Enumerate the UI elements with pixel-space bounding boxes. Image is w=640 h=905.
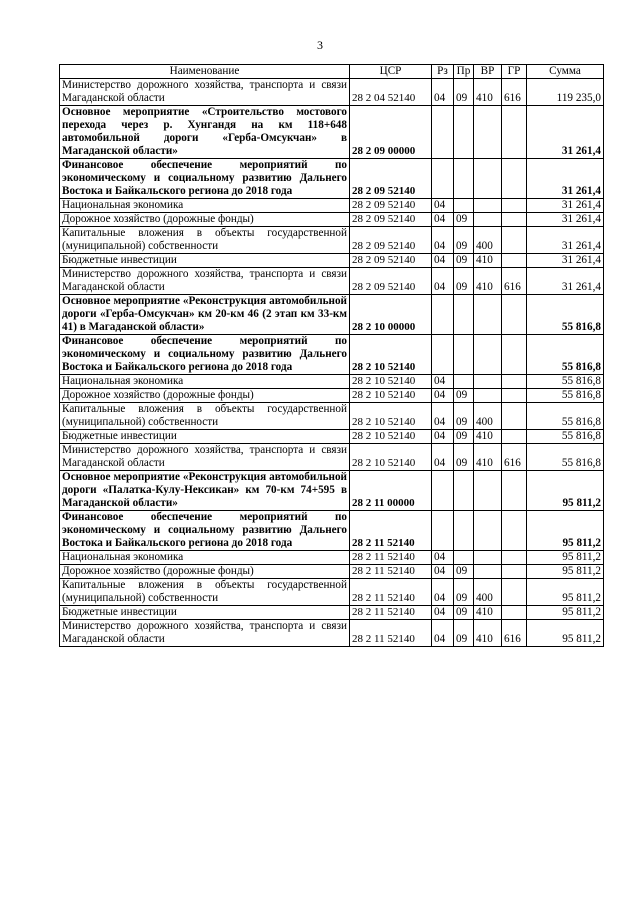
column-header-name: Наименование — [60, 65, 350, 79]
cell-gr — [502, 254, 527, 268]
cell-rz: 04 — [432, 199, 454, 213]
table-row — [60, 79, 604, 106]
cell-vr: 410 — [474, 268, 502, 295]
cell-rz — [432, 471, 454, 511]
column-header-rz: Рз — [432, 65, 454, 79]
cell-name: Капитальные вложения в объекты государственной (муниципальной) собственности — [60, 579, 350, 606]
cell-name: Дорожное хозяйство (дорожные фонды) — [60, 565, 350, 579]
cell-pr: 09 — [454, 268, 474, 295]
cell-pr — [454, 295, 474, 335]
cell-gr — [502, 335, 527, 375]
cell-csr: 28 2 09 52140 — [350, 254, 432, 268]
cell-sum: 95 811,2 — [527, 551, 604, 565]
cell-name: Капитальные вложения в объекты государственной (муниципальной) собственности — [60, 227, 350, 254]
cell-vr: 400 — [474, 579, 502, 606]
cell-sum: 119 235,0 — [527, 79, 604, 106]
cell-pr: 09 — [454, 403, 474, 430]
cell-gr — [502, 430, 527, 444]
table-header-row — [60, 65, 604, 79]
table-body — [60, 79, 604, 647]
cell-sum: 95 811,2 — [527, 565, 604, 579]
cell-name: Основное мероприятие «Строительство мостового перехода через р. Хунгандя на км 118+648 автомобильной дороги «Герба-Омсукчан» в Магаданской области» — [60, 106, 350, 159]
column-header-gr: ГР — [502, 65, 527, 79]
cell-sum: 55 816,8 — [527, 335, 604, 375]
table-row — [60, 295, 604, 335]
cell-gr — [502, 551, 527, 565]
cell-rz: 04 — [432, 375, 454, 389]
cell-gr — [502, 606, 527, 620]
cell-gr — [502, 471, 527, 511]
budget-table — [59, 64, 604, 647]
cell-rz: 04 — [432, 227, 454, 254]
cell-rz — [432, 295, 454, 335]
table-row — [60, 444, 604, 471]
column-header-pr: Пр — [454, 65, 474, 79]
cell-vr: 410 — [474, 620, 502, 647]
table-row — [60, 213, 604, 227]
table-row — [60, 471, 604, 511]
cell-pr: 09 — [454, 254, 474, 268]
cell-vr: 410 — [474, 430, 502, 444]
cell-vr — [474, 565, 502, 579]
cell-gr: 616 — [502, 620, 527, 647]
cell-rz: 04 — [432, 620, 454, 647]
table-row — [60, 254, 604, 268]
table-row — [60, 106, 604, 159]
cell-pr: 09 — [454, 430, 474, 444]
cell-sum: 55 816,8 — [527, 403, 604, 430]
cell-name: Национальная экономика — [60, 375, 350, 389]
cell-sum: 55 816,8 — [527, 444, 604, 471]
cell-pr: 09 — [454, 620, 474, 647]
table-row — [60, 565, 604, 579]
table-row — [60, 375, 604, 389]
cell-pr — [454, 551, 474, 565]
cell-vr: 410 — [474, 79, 502, 106]
cell-csr: 28 2 10 00000 — [350, 295, 432, 335]
cell-sum: 55 816,8 — [527, 375, 604, 389]
cell-vr: 410 — [474, 444, 502, 471]
cell-pr — [454, 106, 474, 159]
column-header-vr: ВР — [474, 65, 502, 79]
cell-sum: 31 261,4 — [527, 106, 604, 159]
cell-vr — [474, 335, 502, 375]
cell-vr: 400 — [474, 227, 502, 254]
cell-rz: 04 — [432, 268, 454, 295]
cell-csr: 28 2 11 52140 — [350, 551, 432, 565]
cell-rz: 04 — [432, 389, 454, 403]
cell-csr: 28 2 11 52140 — [350, 606, 432, 620]
cell-csr: 28 2 11 00000 — [350, 471, 432, 511]
cell-name: Дорожное хозяйство (дорожные фонды) — [60, 389, 350, 403]
cell-sum: 31 261,4 — [527, 199, 604, 213]
cell-csr: 28 2 10 52140 — [350, 375, 432, 389]
cell-sum: 31 261,4 — [527, 213, 604, 227]
cell-csr: 28 2 11 52140 — [350, 565, 432, 579]
cell-pr: 09 — [454, 227, 474, 254]
cell-gr — [502, 565, 527, 579]
cell-gr — [502, 295, 527, 335]
cell-rz: 04 — [432, 551, 454, 565]
cell-csr: 28 2 09 52140 — [350, 199, 432, 213]
cell-vr — [474, 295, 502, 335]
cell-gr — [502, 389, 527, 403]
cell-name: Финансовое обеспечение мероприятий по экономическому и социальному развитию Дальнего Востока и Байкальского региона до 2018 года — [60, 511, 350, 551]
cell-pr: 09 — [454, 444, 474, 471]
table-row — [60, 551, 604, 565]
table-row — [60, 159, 604, 199]
cell-rz: 04 — [432, 403, 454, 430]
table-row — [60, 620, 604, 647]
cell-pr: 09 — [454, 579, 474, 606]
cell-csr: 28 2 11 52140 — [350, 620, 432, 647]
cell-name: Бюджетные инвестиции — [60, 430, 350, 444]
cell-gr — [502, 375, 527, 389]
cell-rz — [432, 106, 454, 159]
cell-name: Дорожное хозяйство (дорожные фонды) — [60, 213, 350, 227]
table-row — [60, 199, 604, 213]
table-row — [60, 579, 604, 606]
cell-gr — [502, 159, 527, 199]
cell-sum: 31 261,4 — [527, 159, 604, 199]
cell-name: Министерство дорожного хозяйства, транспорта и связи Магаданской области — [60, 444, 350, 471]
cell-pr — [454, 375, 474, 389]
cell-rz: 04 — [432, 254, 454, 268]
cell-csr: 28 2 10 52140 — [350, 444, 432, 471]
cell-sum: 31 261,4 — [527, 254, 604, 268]
cell-sum: 95 811,2 — [527, 511, 604, 551]
cell-sum: 55 816,8 — [527, 430, 604, 444]
table-row — [60, 403, 604, 430]
cell-rz: 04 — [432, 213, 454, 227]
cell-csr: 28 2 09 52140 — [350, 213, 432, 227]
cell-name: Финансовое обеспечение мероприятий по экономическому и социальному развитию Дальнего Востока и Байкальского региона до 2018 года — [60, 159, 350, 199]
cell-sum: 95 811,2 — [527, 579, 604, 606]
cell-vr — [474, 471, 502, 511]
cell-rz: 04 — [432, 565, 454, 579]
cell-gr — [502, 106, 527, 159]
cell-gr — [502, 227, 527, 254]
cell-name: Министерство дорожного хозяйства, транспорта и связи Магаданской области — [60, 268, 350, 295]
cell-csr: 28 2 09 00000 — [350, 106, 432, 159]
cell-name: Финансовое обеспечение мероприятий по экономическому и социальному развитию Дальнего Востока и Байкальского региона до 2018 года — [60, 335, 350, 375]
cell-gr: 616 — [502, 79, 527, 106]
cell-rz: 04 — [432, 444, 454, 471]
cell-sum: 95 811,2 — [527, 606, 604, 620]
cell-name: Министерство дорожного хозяйства, транспорта и связи Магаданской области — [60, 620, 350, 647]
cell-name: Национальная экономика — [60, 199, 350, 213]
table-row — [60, 227, 604, 254]
cell-csr: 28 2 09 52140 — [350, 227, 432, 254]
table-row — [60, 511, 604, 551]
cell-rz — [432, 511, 454, 551]
cell-sum: 55 816,8 — [527, 389, 604, 403]
cell-sum: 95 811,2 — [527, 471, 604, 511]
cell-csr: 28 2 11 52140 — [350, 511, 432, 551]
cell-sum: 95 811,2 — [527, 620, 604, 647]
cell-vr — [474, 375, 502, 389]
cell-sum: 31 261,4 — [527, 227, 604, 254]
cell-csr: 28 2 04 52140 — [350, 79, 432, 106]
cell-pr — [454, 511, 474, 551]
cell-vr — [474, 106, 502, 159]
column-header-csr: ЦСР — [350, 65, 432, 79]
cell-vr — [474, 551, 502, 565]
cell-pr: 09 — [454, 79, 474, 106]
cell-sum: 55 816,8 — [527, 295, 604, 335]
cell-csr: 28 2 10 52140 — [350, 430, 432, 444]
table-row — [60, 389, 604, 403]
cell-rz: 04 — [432, 79, 454, 106]
cell-pr — [454, 335, 474, 375]
cell-rz: 04 — [432, 606, 454, 620]
cell-pr: 09 — [454, 389, 474, 403]
cell-vr: 410 — [474, 606, 502, 620]
cell-gr — [502, 213, 527, 227]
cell-rz: 04 — [432, 430, 454, 444]
cell-name: Бюджетные инвестиции — [60, 606, 350, 620]
cell-vr — [474, 511, 502, 551]
cell-rz — [432, 159, 454, 199]
cell-gr — [502, 579, 527, 606]
cell-name: Министерство дорожного хозяйства, транспорта и связи Магаданской области — [60, 79, 350, 106]
cell-vr — [474, 199, 502, 213]
cell-rz: 04 — [432, 579, 454, 606]
cell-vr — [474, 213, 502, 227]
cell-name: Основное мероприятие «Реконструкция автомобильной дороги «Палатка-Кулу-Нексикан» км 70-км 74+595 в Магаданской области» — [60, 471, 350, 511]
cell-gr: 616 — [502, 268, 527, 295]
cell-gr: 616 — [502, 444, 527, 471]
cell-pr: 09 — [454, 606, 474, 620]
cell-name: Национальная экономика — [60, 551, 350, 565]
page-number: 3 — [317, 38, 323, 52]
cell-gr — [502, 511, 527, 551]
cell-sum: 31 261,4 — [527, 268, 604, 295]
table-row — [60, 335, 604, 375]
cell-vr: 410 — [474, 254, 502, 268]
cell-name: Капитальные вложения в объекты государственной (муниципальной) собственности — [60, 403, 350, 430]
cell-csr: 28 2 11 52140 — [350, 579, 432, 606]
cell-name: Бюджетные инвестиции — [60, 254, 350, 268]
cell-csr: 28 2 09 52140 — [350, 268, 432, 295]
cell-gr — [502, 199, 527, 213]
cell-pr: 09 — [454, 213, 474, 227]
cell-csr: 28 2 09 52140 — [350, 159, 432, 199]
cell-pr — [454, 199, 474, 213]
cell-csr: 28 2 10 52140 — [350, 335, 432, 375]
cell-csr: 28 2 10 52140 — [350, 389, 432, 403]
cell-vr — [474, 389, 502, 403]
table-row — [60, 606, 604, 620]
cell-pr: 09 — [454, 565, 474, 579]
column-header-sum: Сумма — [527, 65, 604, 79]
cell-csr: 28 2 10 52140 — [350, 403, 432, 430]
cell-vr: 400 — [474, 403, 502, 430]
cell-pr — [454, 471, 474, 511]
cell-name: Основное мероприятие «Реконструкция автомобильной дороги «Герба-Омсукчан» км 20-км 46 (2 этап км 33-км 41) в Магаданской области» — [60, 295, 350, 335]
cell-rz — [432, 335, 454, 375]
cell-pr — [454, 159, 474, 199]
cell-vr — [474, 159, 502, 199]
table-row — [60, 268, 604, 295]
table-row — [60, 430, 604, 444]
cell-gr — [502, 403, 527, 430]
